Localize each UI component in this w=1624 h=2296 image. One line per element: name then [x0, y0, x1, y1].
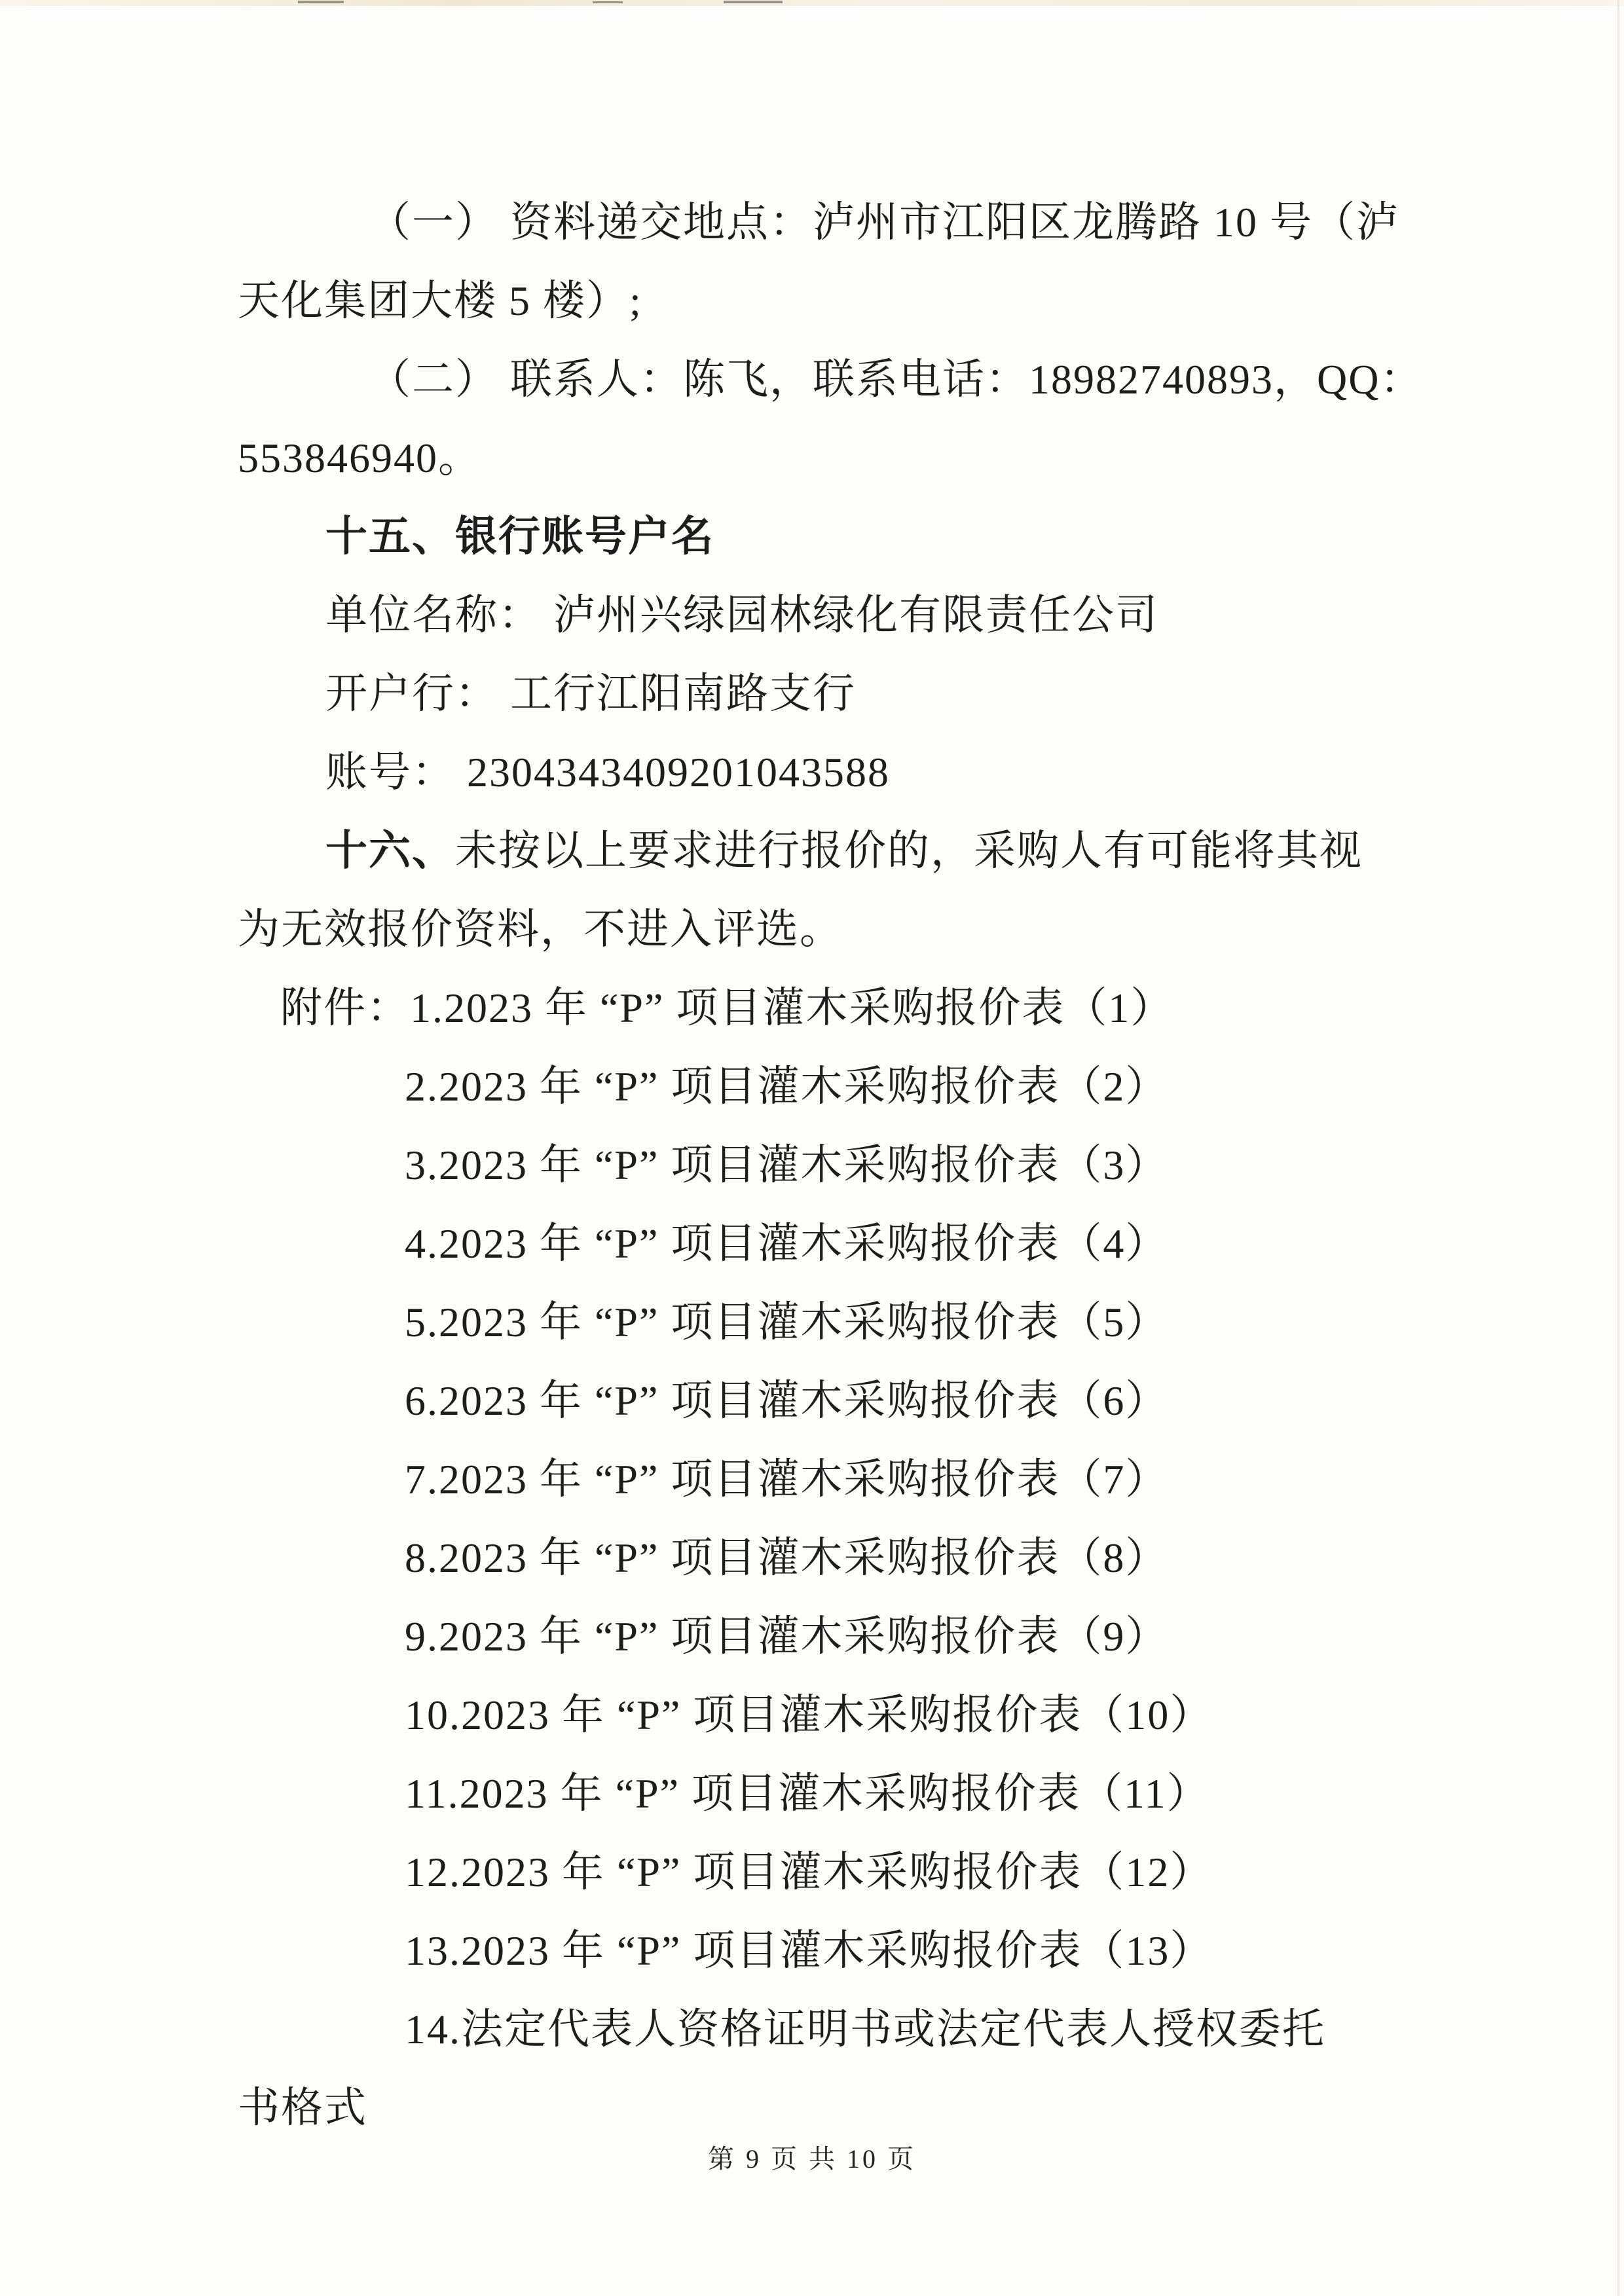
page-footer: 第 9 页 共 10 页	[708, 2144, 916, 2174]
scan-speck	[298, 1, 344, 3]
attachment-item: 6.2023 年 “P” 项目灌木采购报价表（6）	[405, 1377, 1169, 1424]
attachment-item: 2.2023 年 “P” 项目灌木采购报价表（2）	[405, 1063, 1169, 1110]
section16-line1	[325, 812, 1443, 890]
attachment-item: 10.2023 年 “P” 项目灌木采购报价表（10）	[405, 1692, 1213, 1738]
para2-line1: （二） 联系人：陈飞，联系电话：18982740893，QQ：	[369, 356, 1424, 403]
scan-speck	[724, 1, 783, 3]
scan-artifact-top-edge	[0, 0, 1624, 6]
attachment-item: 11.2023 年 “P” 项目灌木采购报价表（11）	[405, 1770, 1210, 1817]
attachment-item: 5.2023 年 “P” 项目灌木采购报价表（5）	[405, 1299, 1169, 1345]
attachment-item: 12.2023 年 “P” 项目灌木采购报价表（12）	[405, 1849, 1213, 1895]
section15-unit-name: 单位名称： 泸州兴绿园林绿化有限责任公司	[325, 592, 1158, 638]
para1-line2: 天化集团大楼 5 楼）;	[238, 278, 642, 324]
attachment-item: 1.2023 年 “P” 项目灌木采购报价表（1）	[410, 985, 1174, 1031]
attachments-label: 附件：	[280, 985, 410, 1031]
attachment-item: 7.2023 年 “P” 项目灌木采购报价表（7）	[405, 1456, 1169, 1503]
section15-heading: 十五、银行账号户名	[325, 513, 714, 560]
section16-line2: 为无效报价资料，不进入评选。	[238, 906, 843, 953]
attachment-item: 9.2023 年 “P” 项目灌木采购报价表（9）	[405, 1613, 1169, 1660]
para2-line2: 553846940。	[238, 435, 481, 481]
attachments-label-line	[280, 969, 1443, 1048]
attachment-item: 8.2023 年 “P” 项目灌木采购报价表（8）	[405, 1535, 1169, 1581]
attachment-item: 3.2023 年 “P” 项目灌木采购报价表（3）	[405, 1142, 1169, 1188]
attachment-item-14-line1: 14.法定代表人资格证明书或法定代表人授权委托	[405, 2006, 1325, 2052]
para1-line1: （一） 资料递交地点：泸州市江阳区龙腾路 10 号（泸	[369, 199, 1399, 246]
scan-speck	[593, 1, 623, 3]
scan-artifact-right-edge	[1617, 0, 1619, 2296]
section15-account: 账号： 2304343409201043588	[325, 749, 890, 795]
document-body	[238, 183, 1443, 2147]
section16-text: 未按以上要求进行报价的，采购人有可能将其视	[455, 828, 1363, 874]
attachment-item-14-line2: 书格式	[238, 2085, 367, 2131]
attachment-item: 4.2023 年 “P” 项目灌木采购报价表（4）	[405, 1220, 1169, 1267]
attachment-item: 13.2023 年 “P” 项目灌木采购报价表（13）	[405, 1927, 1213, 1974]
section16-number: 十六、	[325, 828, 455, 874]
section15-bank: 开户行： 工行江阳南路支行	[325, 670, 856, 717]
